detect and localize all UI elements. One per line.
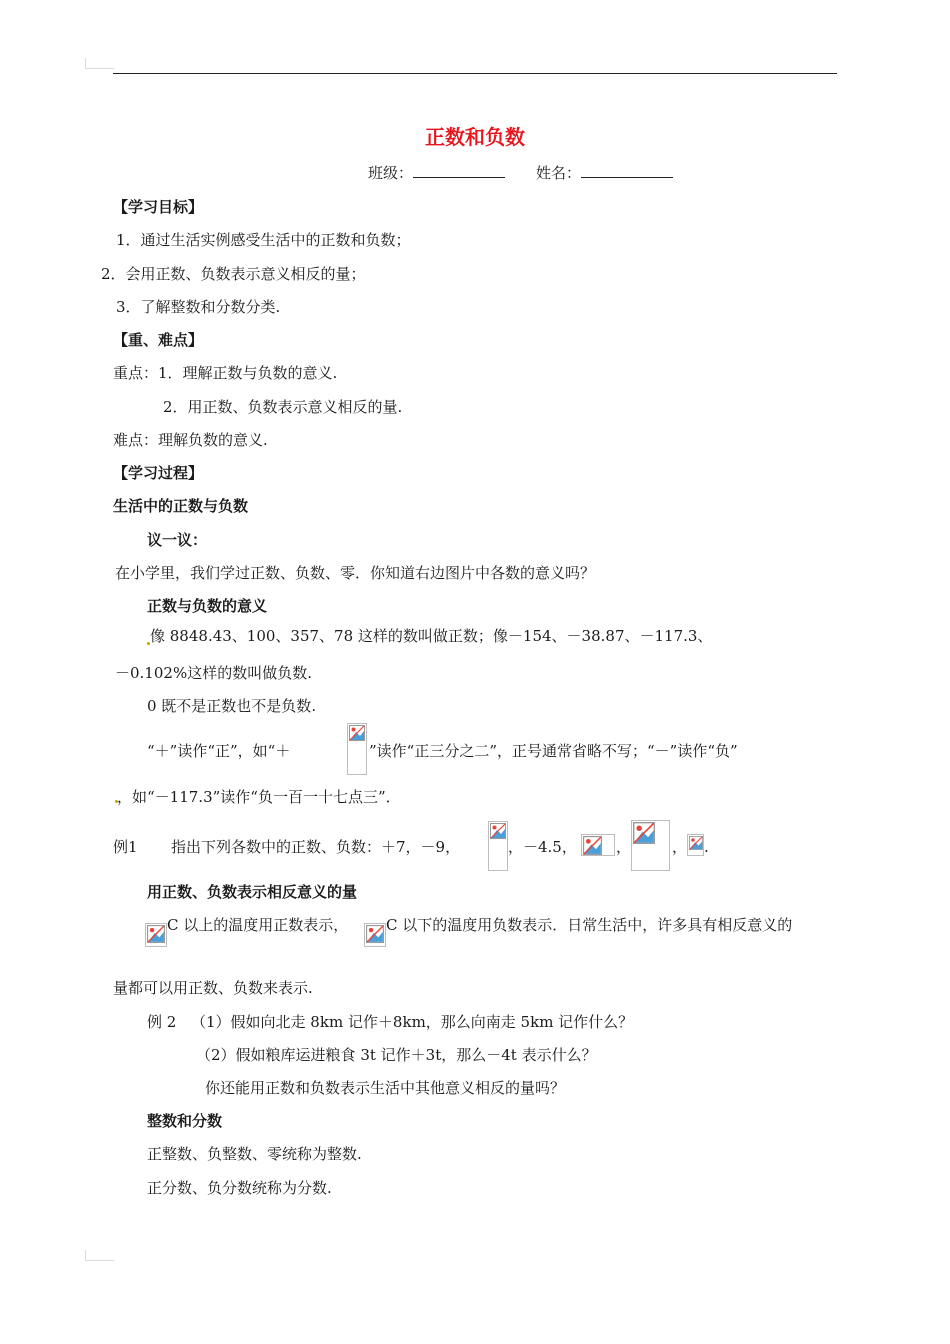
name-blank[interactable] xyxy=(581,163,673,178)
header-rule xyxy=(113,73,837,74)
fraction-image xyxy=(347,723,367,775)
example-1-end: . xyxy=(704,838,709,856)
name-label: 姓名： xyxy=(536,164,582,182)
broken-image-icon xyxy=(366,925,384,943)
section-heading-opposite: 用正数、负数表示相反意义的量 xyxy=(147,883,358,901)
example-1-label: 例1 xyxy=(113,838,138,856)
corner-mark xyxy=(85,58,114,69)
class-label: 班级： xyxy=(368,164,414,182)
section-heading-meaning: 正数与负数的意义 xyxy=(147,597,268,615)
difficulty: 难点：理解负数的意义. xyxy=(113,431,268,449)
objective-3: 3．了解整数和分数分类. xyxy=(116,298,281,316)
example-2-question-3: 你还能用正数和负数表示生活中其他意义相反的量吗？ xyxy=(205,1079,566,1097)
keypoints-heading: 【重、难点】 xyxy=(113,331,204,349)
example-2-question-2: （2）假如粮库运进粮食 3t 记作＋3t，那么－4t 表示什么？ xyxy=(196,1046,597,1064)
example-2-question-1: （1）假如向北走 8km 记作＋8km，那么向南走 5km 记作什么？ xyxy=(191,1013,634,1031)
temperature-text-b: C 以下的温度用负数表示．日常生活中，许多具有相反意义的 xyxy=(386,916,793,934)
process-heading: 【学习过程】 xyxy=(113,464,204,482)
integers-text: 正整数、负整数、零统称为整数. xyxy=(147,1145,362,1163)
temperature-text-a: C 以上的温度用正数表示， xyxy=(167,916,349,934)
zero-text: 0 既不是正数也不是负数. xyxy=(147,697,317,715)
name-field xyxy=(536,163,673,183)
objective-1: 1．通过生活实例感受生活中的正数和负数； xyxy=(116,231,411,249)
broken-image-icon xyxy=(583,836,602,855)
temperature-image-1 xyxy=(145,923,167,947)
example-1-sep-1: ，－4.5， xyxy=(508,838,577,856)
fractions-text: 正分数、负分数统称为分数. xyxy=(147,1179,332,1197)
class-field xyxy=(368,163,505,183)
keypoint-2: 2．用正数、负数表示意义相反的量. xyxy=(163,398,403,416)
objectives-heading: 【学习目标】 xyxy=(113,198,204,216)
read-line-2: ，如“－117.3”读作“负一百一十七点三”． xyxy=(117,788,401,806)
read-line-1b: ”读作“正三分之二”，正号通常省略不写；“－”读作“负” xyxy=(369,742,738,760)
example-1-text: 指出下列各数中的正数、负数：＋7，－9， xyxy=(171,838,461,856)
number-image-4 xyxy=(687,834,704,856)
page-title: 正数和负数 xyxy=(425,125,525,149)
read-line-1a: “＋”读作“正”，如“＋ xyxy=(147,742,291,760)
broken-image-icon xyxy=(633,822,655,844)
meaning-line-2: －0.102%这样的数叫做负数. xyxy=(115,664,312,682)
broken-image-icon xyxy=(147,925,165,943)
example-2-label: 例 2 xyxy=(147,1013,177,1031)
number-image-2 xyxy=(581,834,615,856)
keypoint-1: 重点：1．理解正数与负数的意义. xyxy=(113,364,338,382)
temperature-text-c: 量都可以用正数、负数来表示. xyxy=(113,979,313,997)
discuss-label: 议一议： xyxy=(147,531,208,549)
example-1-sep-2: ， xyxy=(616,838,632,856)
example-1-sep-3: ， xyxy=(672,838,688,856)
number-image-1 xyxy=(488,821,508,871)
class-blank[interactable] xyxy=(413,163,505,178)
meaning-line-1: 像 8848.43、100、357、78 这样的数叫做正数；像－154、－38.87、－117.3、 xyxy=(150,627,713,645)
objective-2: 2．会用正数、负数表示意义相反的量； xyxy=(101,265,366,283)
number-image-3 xyxy=(631,820,670,871)
corner-mark xyxy=(85,1250,114,1261)
section-heading-life: 生活中的正数与负数 xyxy=(113,497,249,515)
section-heading-integers: 整数和分数 xyxy=(147,1112,223,1130)
discuss-text: 在小学里，我们学过正数、负数、零．你知道右边图片中各数的意义吗？ xyxy=(115,564,596,582)
broken-image-icon xyxy=(490,823,506,839)
temperature-image-2 xyxy=(364,923,386,947)
broken-image-icon xyxy=(349,725,365,741)
broken-image-icon xyxy=(689,836,703,850)
